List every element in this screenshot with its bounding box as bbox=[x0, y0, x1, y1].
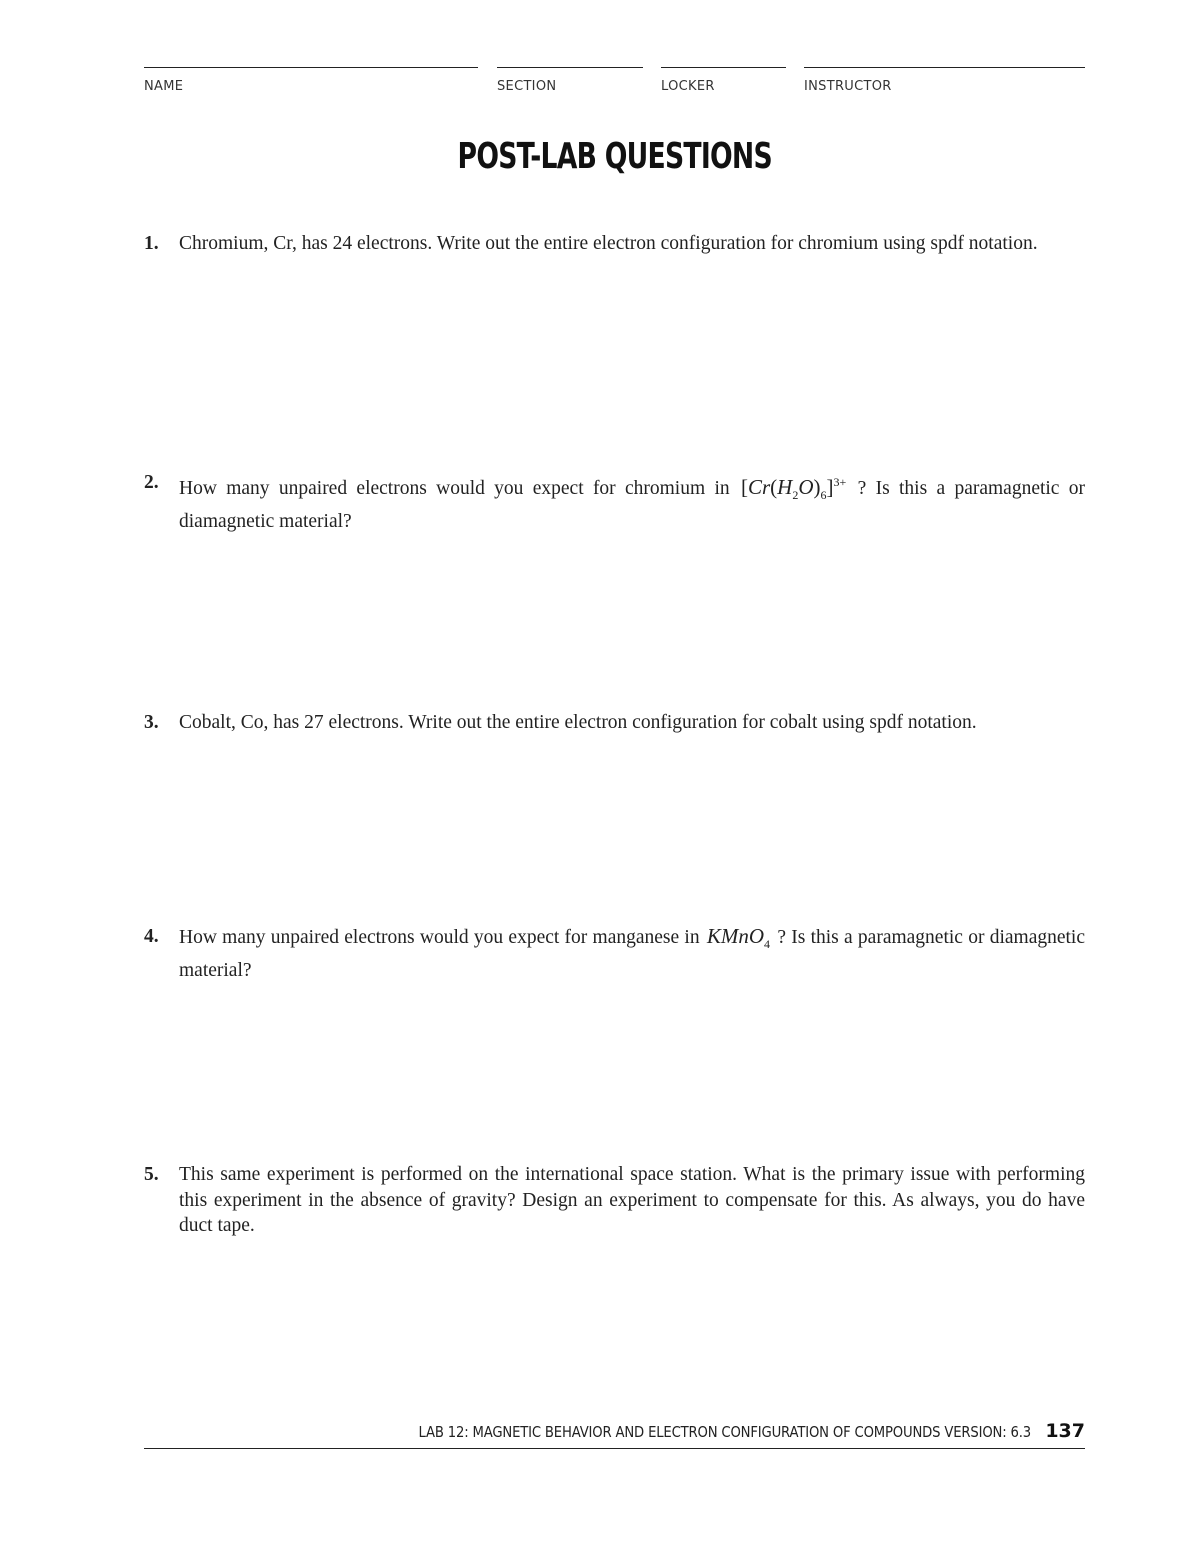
question-number: 2. bbox=[144, 472, 159, 493]
question-text bbox=[179, 470, 1085, 534]
page-footer bbox=[144, 1419, 1085, 1449]
question-text-after: ? Is this a paramagnetic or diamagnetic material? bbox=[179, 927, 1086, 981]
question-text-after: ? Is this a paramagnetic or diamagnetic material? bbox=[179, 478, 1086, 532]
name-label: NAME bbox=[144, 79, 184, 94]
name-field[interactable] bbox=[144, 67, 478, 98]
locker-label: LOCKER bbox=[661, 79, 715, 94]
question-4 bbox=[144, 924, 1085, 983]
question-5 bbox=[144, 1162, 1085, 1239]
footer-lab-title: LAB 12: MAGNETIC BEHAVIOR AND ELECTRON CONFIGURATION OF COMPOUNDS VERSION: 6.3 bbox=[418, 1423, 1031, 1441]
question-3 bbox=[144, 710, 1085, 736]
page-number: 137 bbox=[1045, 1420, 1085, 1442]
question-text: Chromium, Cr, has 24 electrons. Write out the entire electron configuration for chromium using spdf notation. bbox=[179, 233, 1038, 254]
question-number: 5. bbox=[144, 1164, 159, 1185]
potassium-permanganate-formula: KMnO$_4$ bbox=[706, 924, 771, 952]
section-label: SECTION bbox=[497, 79, 557, 94]
instructor-label: INSTRUCTOR bbox=[804, 79, 892, 94]
instructor-field[interactable] bbox=[804, 67, 1085, 98]
question-text: This same experiment is performed on the international space station. What is the primary issue with performing this experiment in the absence of gravity? Design an experiment to compensate for this. As always, you do have duct tape. bbox=[179, 1164, 1085, 1236]
chromium-complex-formula: $[Cr(H_2O)_6]^{3+}$ bbox=[740, 475, 847, 503]
question-number: 4. bbox=[144, 926, 159, 947]
locker-field[interactable] bbox=[661, 67, 786, 98]
question-1 bbox=[144, 231, 1085, 257]
question-number: 3. bbox=[144, 712, 159, 733]
question-text-before: How many unpaired electrons would you expect for manganese in bbox=[179, 927, 700, 948]
section-field[interactable] bbox=[497, 67, 643, 98]
question-number: 1. bbox=[144, 233, 159, 254]
question-text-before: How many unpaired electrons would you expect for chromium in bbox=[179, 478, 730, 499]
question-text bbox=[179, 924, 1085, 983]
question-text: Cobalt, Co, has 27 electrons. Write out the entire electron configuration for cobalt using spdf notation. bbox=[179, 712, 977, 733]
question-2 bbox=[144, 470, 1085, 534]
page-title: POST-LAB QUESTIONS bbox=[457, 136, 772, 177]
